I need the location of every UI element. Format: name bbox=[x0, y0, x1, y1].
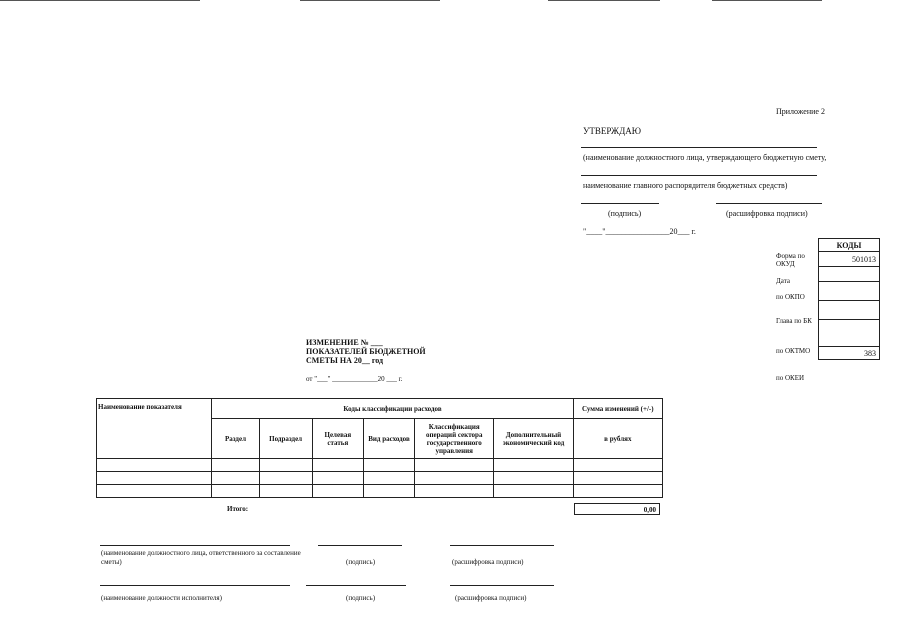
codes-value-bk bbox=[819, 301, 880, 320]
scan-edge-line bbox=[300, 0, 440, 1]
sig2-decoding-line bbox=[450, 585, 554, 586]
doc-title bbox=[306, 338, 426, 365]
doc-title-line1: ИЗМЕНЕНИЕ № ___ bbox=[306, 338, 383, 347]
subcol-target: Целевая статья bbox=[312, 419, 363, 459]
scan-edge-line bbox=[712, 0, 822, 1]
codes-label-date: Дата bbox=[776, 277, 790, 285]
approve-official-caption: (наименование должностного лица, утверждающего бюджетную смету, bbox=[583, 153, 827, 162]
decoding-line bbox=[716, 203, 822, 204]
doc-date: от "___" _____________20 ___ г. bbox=[306, 375, 403, 383]
sig2-position-line bbox=[100, 585, 290, 586]
sig1-decoding-line bbox=[450, 545, 554, 546]
approve-line bbox=[581, 175, 817, 176]
approve-line bbox=[581, 147, 817, 148]
codes-value-okei: 383 bbox=[819, 347, 880, 360]
codes-label-okud: Форма по ОКУД bbox=[776, 252, 805, 268]
codes-value-okpo bbox=[819, 282, 880, 301]
scan-edge-line bbox=[548, 0, 660, 1]
sig1-signature-line bbox=[318, 545, 402, 546]
codes-label-okei: по ОКЕИ bbox=[776, 374, 805, 382]
subcol-rubles: в рублях bbox=[573, 419, 662, 459]
codes-value-oktmo bbox=[819, 320, 880, 347]
approve-title: УТВЕРЖДАЮ bbox=[583, 126, 642, 136]
codes-value-okud: 501013 bbox=[819, 252, 880, 267]
sig2-signature-caption: (подпись) bbox=[346, 594, 376, 602]
col-indicator: Наименование показателя bbox=[97, 399, 212, 459]
sig1-position-caption: (наименование должностного лица, ответственного за составление сметы) bbox=[101, 549, 301, 566]
doc-title-line2: ПОКАЗАТЕЛЕЙ БЮДЖЕТНОЙ bbox=[306, 347, 426, 356]
approve-signature-caption: (подпись) bbox=[608, 209, 642, 218]
total-value: 0,00 bbox=[574, 503, 660, 515]
subcol-razdel: Раздел bbox=[212, 419, 259, 459]
sig2-position-caption: (наименование должности исполнителя) bbox=[101, 594, 222, 602]
sig2-decoding-caption: (расшифровка подписи) bbox=[455, 594, 527, 602]
codes-header: КОДЫ bbox=[819, 239, 880, 252]
subcol-podrazdel: Подраздел bbox=[259, 419, 312, 459]
sig2-signature-line bbox=[306, 585, 406, 586]
col-sum-group: Сумма изменений (+/-) bbox=[573, 399, 662, 419]
subcol-expense-type: Вид расходов bbox=[363, 419, 414, 459]
sig1-signature-caption: (подпись) bbox=[346, 558, 376, 566]
budget-table bbox=[96, 398, 663, 498]
table-row bbox=[97, 472, 663, 485]
table-row bbox=[97, 459, 663, 472]
doc-title-line3: СМЕТЫ НА 20__ год bbox=[306, 356, 384, 365]
codes-label-oktmo: по ОКТМО bbox=[776, 347, 811, 355]
scan-edge-line bbox=[0, 0, 200, 1]
approve-manager-caption: наименование главного распорядителя бюджетных средств) bbox=[583, 181, 788, 190]
table-row bbox=[97, 485, 663, 498]
codes-table bbox=[818, 238, 880, 360]
codes-value-date bbox=[819, 267, 880, 282]
codes-label-bk: Глава по БК bbox=[776, 317, 812, 325]
sig1-decoding-caption: (расшифровка подписи) bbox=[452, 558, 524, 566]
subcol-economic-code: Дополнительный экономический код bbox=[494, 419, 573, 459]
codes-label-okpo: по ОКПО bbox=[776, 293, 805, 301]
approve-decoding-caption: (расшифровка подписи) bbox=[726, 209, 808, 218]
appendix-label: Приложение 2 bbox=[776, 107, 825, 116]
sig1-position-line bbox=[100, 545, 290, 546]
col-codes-group: Коды классификации расходов bbox=[212, 399, 573, 419]
approve-date-line: "____"________________20___ г. bbox=[583, 227, 696, 236]
total-label: Итого: bbox=[227, 505, 249, 513]
subcol-kosgu: Классификация операций сектора государственного управления bbox=[415, 419, 494, 459]
signature-line bbox=[581, 203, 659, 204]
